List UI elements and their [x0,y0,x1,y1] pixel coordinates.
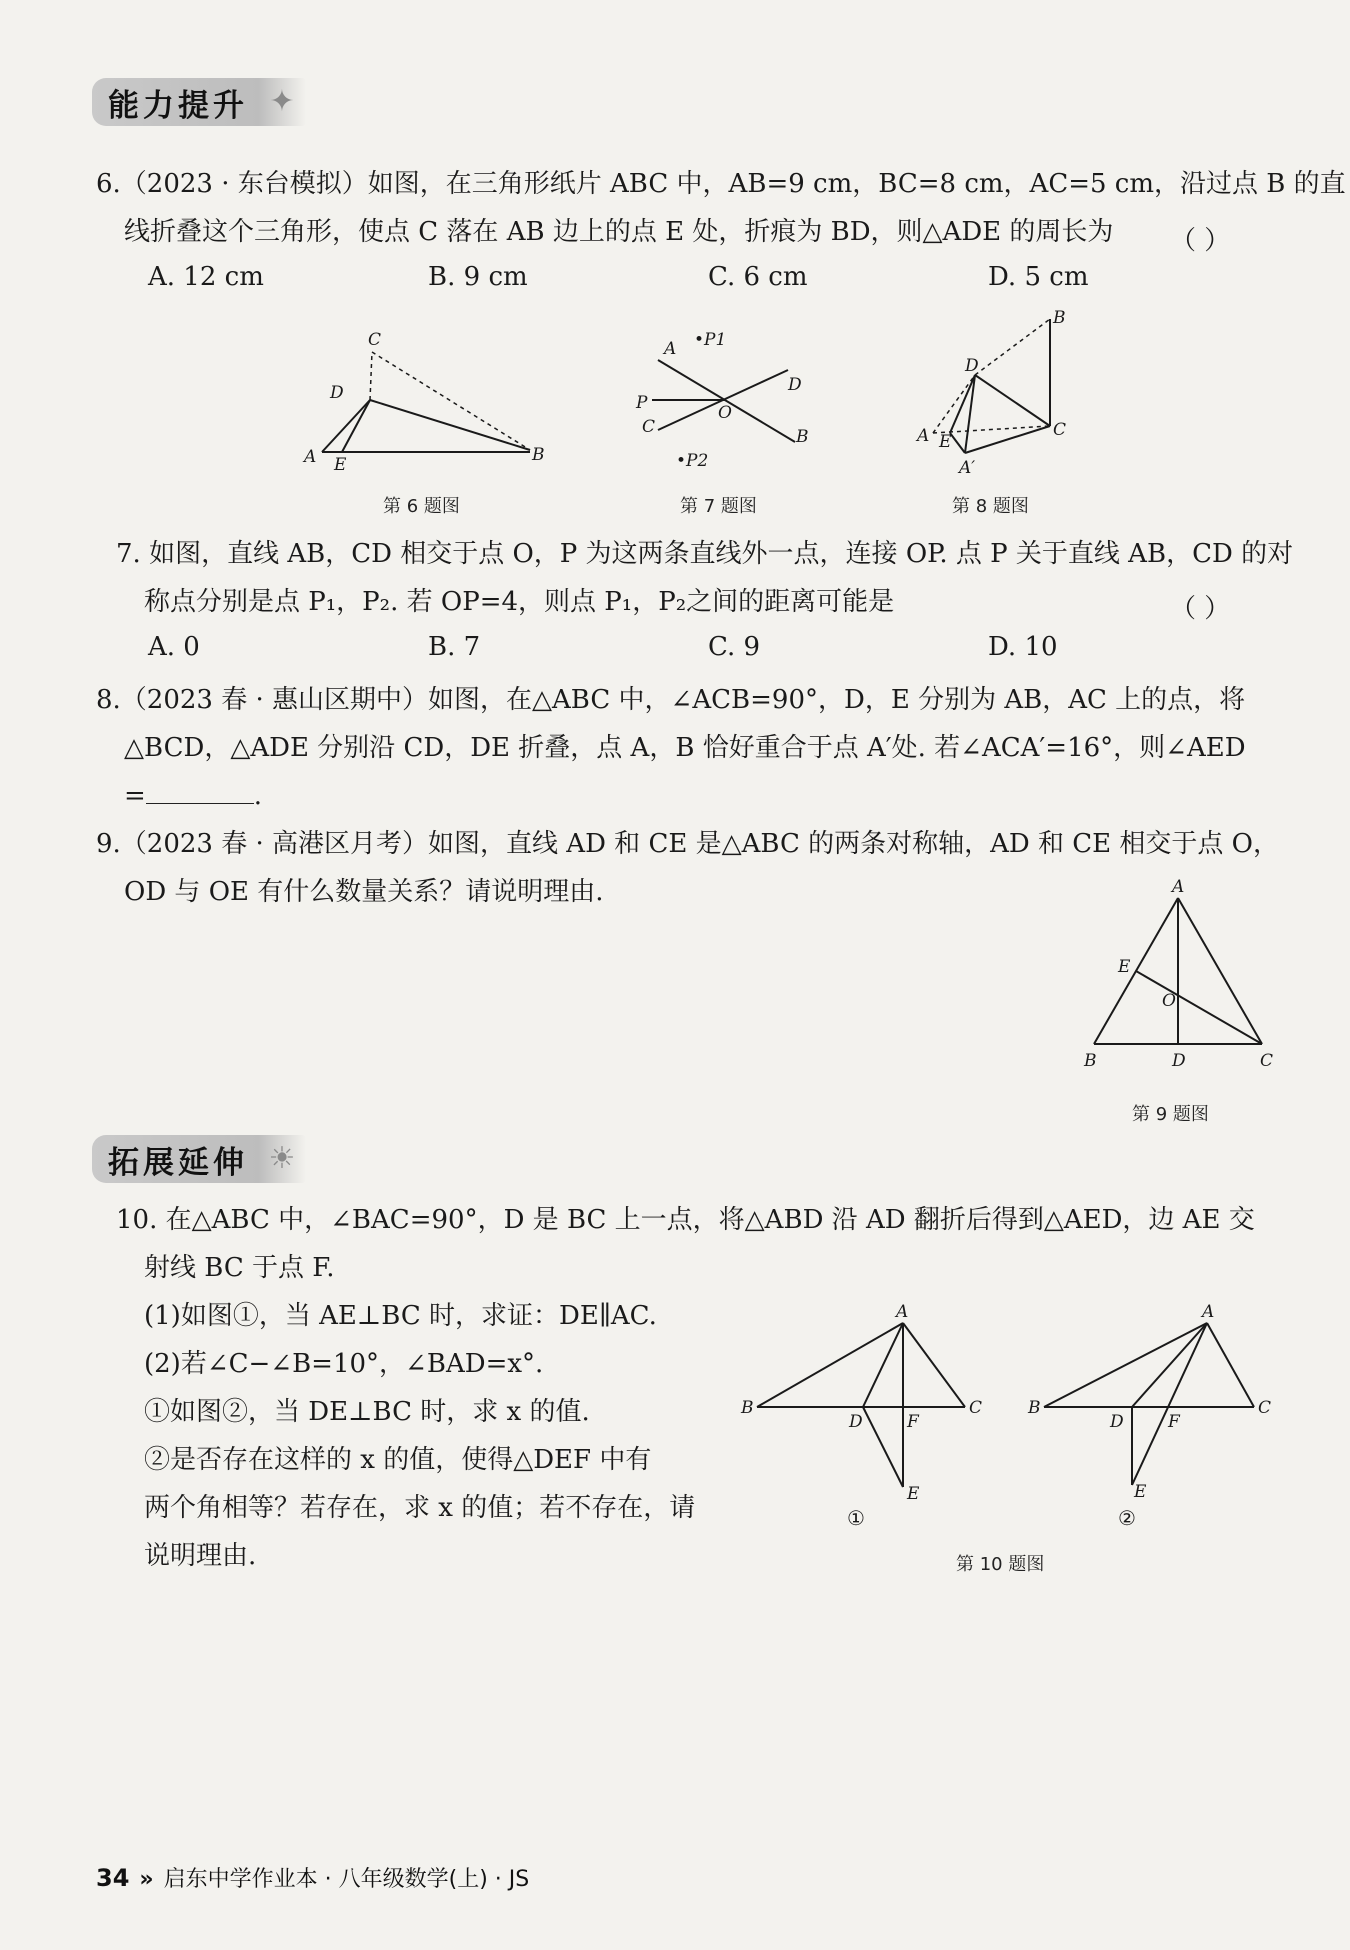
fig9-label-d: D [1172,1051,1186,1071]
figure-10-1 [735,1295,985,1550]
fig6-label-a: A [304,447,317,467]
q7-answer-bracket: （ ） [1170,594,1231,624]
figure-7 [630,320,840,480]
section-title-extend [92,1135,306,1183]
fig10-2-label-a: A [1202,1302,1215,1322]
figure-8 [895,305,1095,480]
question-7 [116,530,1293,626]
fig10-caption: 第 10 题图 [956,1554,1045,1575]
page-footer [96,1862,529,1893]
fig6-label-d: D [330,383,344,403]
fig10-sub2: ② [1118,1506,1136,1530]
fig8-label-e: E [939,432,952,452]
section-title-extend-text: 拓展延伸 [108,1144,248,1181]
q7-option-d: D. 10 [988,632,1058,662]
fig10-2-label-b: B [1028,1398,1041,1418]
q7-options [148,632,1268,662]
lightbulb-icon: ☀ [268,1141,296,1176]
fig10-1-label-c: C [969,1398,983,1418]
fig9-label-o: O [1162,991,1176,1011]
q6-line2: 线折叠这个三角形，使点 C 落在 AB 边上的点 E 处，折痕为 BD，则△ADE 的周长为 [124,217,1114,247]
fig8-label-a-prime: A′ [959,458,976,478]
q7-option-a: A. 0 [148,632,200,662]
q7-line1: 7. 如图，直线 AB，CD 相交于点 O，P 为这两条直线外一点，连接 OP. 点 P 关于直线 AB，CD 的对 [116,539,1294,569]
fig7-label-p1: •P1 [694,330,727,350]
fig10-1-label-a: A [896,1302,909,1322]
q10-line6: ②是否存在这样的 x 的值，使得△DEF 中有 [144,1445,652,1475]
q6-options [148,262,1268,292]
fig7-label-b: B [796,427,809,447]
question-8 [96,676,1246,820]
q10-line3: (1)如图①，当 AE⊥BC 时，求证：DE∥AC. [144,1301,657,1331]
q6-answer-bracket: （ ） [1170,226,1231,256]
question-6 [96,160,1346,256]
fig7-label-o: O [718,403,732,423]
fig9-caption: 第 9 题图 [1132,1104,1209,1125]
fig10-1-label-d: D [849,1412,863,1432]
q10-line4: (2)若∠C−∠B=10°，∠BAD=x°. [144,1349,544,1379]
figure-9 [1070,872,1290,1082]
q7-line2: 称点分别是点 P₁，P₂. 若 OP=4，则点 P₁，P₂之间的距离可能是 [144,587,895,617]
q8-answer-blank[interactable] [146,777,254,804]
fig7-label-a: A [664,339,677,359]
fig8-label-d: D [965,356,979,376]
q10-line8: 说明理由. [144,1541,257,1571]
fig7-label-d: D [788,375,802,395]
q8-line1: 8.（2023 春 · 惠山区期中）如图，在△ABC 中，∠ACB=90°，D，E 分别为 AB，AC 上的点，将 [96,685,1246,715]
book-title: 启东中学作业本 · 八年级数学(上) · JS [163,1867,530,1892]
fig8-label-c: C [1053,420,1067,440]
q8-line2: △BCD，△ADE 分别沿 CD，DE 折叠，点 A，B 恰好重合于点 A′处. 若∠ACA′=16°，则∠AED [124,733,1246,763]
section-title-improve-text: 能力提升 [108,87,248,124]
star-icon: ✦ [269,84,295,119]
q9-line2: OD 与 OE 有什么数量关系？请说明理由. [124,877,604,907]
q6-option-d: D. 5 cm [988,262,1089,292]
fig10-sub1: ① [847,1506,865,1530]
q8-period: . [253,781,263,811]
fig10-1-label-b: B [741,1398,754,1418]
q9-line1: 9.（2023 春 · 高港区月考）如图，直线 AD 和 CE 是△ABC 的两条对称轴，AD 和 CE 相交于点 O， [96,829,1279,859]
q10-line7: 两个角相等？若存在，求 x 的值；若不存在，请 [144,1493,696,1523]
fig10-1-label-e: E [907,1484,920,1504]
page-number: 34 [96,1864,130,1892]
q6-option-b: B. 9 cm [428,262,528,292]
fig10-1-label-f: F [907,1412,919,1432]
q10-line2: 射线 BC 于点 F. [144,1253,335,1283]
fig10-2-label-e: E [1134,1482,1147,1502]
fig9-label-b: B [1084,1051,1097,1071]
q10-line5: ①如图②，当 DE⊥BC 时，求 x 的值. [144,1397,590,1427]
q7-option-b: B. 7 [428,632,481,662]
fig10-2-label-d: D [1110,1412,1124,1432]
fig8-label-a: A [917,426,930,446]
figure-10-2 [1022,1295,1272,1550]
fig7-label-c: C [642,417,656,437]
fig6-label-c: C [368,330,382,350]
chevron-right-icon: » [139,1867,154,1892]
fig7-caption: 第 7 题图 [680,496,757,517]
q6-option-c: C. 6 cm [708,262,808,292]
fig6-label-b: B [532,445,545,465]
fig10-2-label-c: C [1258,1398,1272,1418]
q8-line3 [96,772,1246,820]
fig10-2-label-f: F [1168,1412,1180,1432]
fig9-label-a: A [1172,877,1185,897]
fig8-caption: 第 8 题图 [952,496,1029,517]
q6-option-a: A. 12 cm [148,262,264,292]
fig9-label-e: E [1118,957,1131,977]
fig6-label-e: E [334,455,347,475]
fig7-label-p: P [636,393,648,413]
fig8-label-b: B [1053,308,1066,328]
figure-6 [300,320,560,480]
q8-equals: = [124,781,146,811]
fig7-label-p2: •P2 [676,451,709,471]
q6-line1: 6.（2023 · 东台模拟）如图，在三角形纸片 ABC 中，AB=9 cm，BC=8 cm，AC=5 cm，沿过点 B 的直 [96,169,1346,199]
fig9-label-c: C [1260,1051,1274,1071]
fig6-caption: 第 6 题图 [383,496,460,517]
q10-line1: 10. 在△ABC 中，∠BAC=90°，D 是 BC 上一点，将△ABD 沿 AD 翻折后得到△AED，边 AE 交 [116,1205,1255,1235]
section-title-improve [92,78,306,126]
q7-option-c: C. 9 [708,632,761,662]
